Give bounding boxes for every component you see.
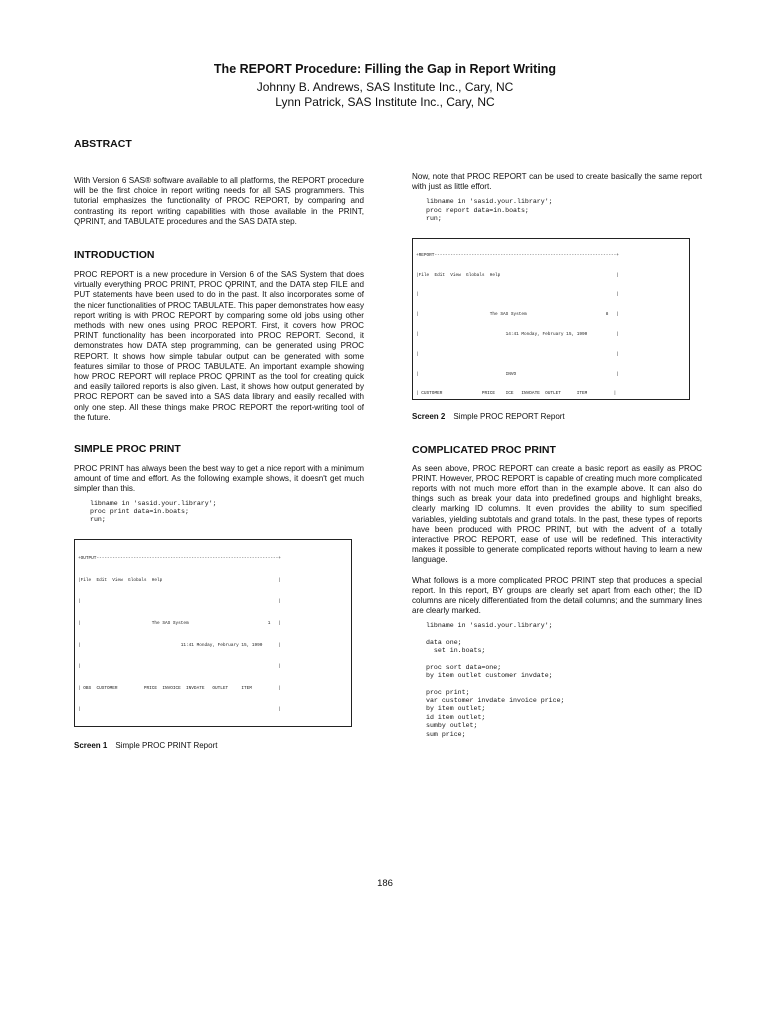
code-line: by item outlet; [426, 705, 486, 713]
author-line-2: Lynn Patrick, SAS Institute Inc., Cary, NC [275, 95, 495, 109]
screen-line: | The SAS System 1 | [78, 621, 281, 627]
screen-1-output-window [74, 539, 352, 727]
screen-line: | The SAS System 8 | [416, 312, 619, 318]
code-line: run; [90, 516, 106, 524]
left-column [74, 138, 364, 751]
screen-line: |File Edit View Globals Help | [416, 272, 619, 278]
code-line: libname in 'sasid.your.library'; [426, 622, 553, 630]
screen-line: | OBS CUSTOMER PRICE INVOICE INVDATE OUTLET ITEM | [78, 685, 281, 691]
simple-proc-print-text: PROC PRINT has always been the best way to get a nice report with a minimum amount of time and effort. As the following example shows, it doesn't get much simpler than this. [74, 464, 364, 494]
screen-line: | 14:41 Monday, February 15, 1990 | [416, 331, 619, 337]
screen-line: |File Edit View Globals Help | [78, 577, 281, 583]
introduction-heading: INTRODUCTION [74, 249, 155, 262]
screen-2-caption [412, 412, 702, 422]
caption-label: Screen 2 [412, 411, 446, 421]
report-intro-text: Now, note that PROC REPORT can be used to create basically the same report with just as little effort. [412, 172, 702, 192]
code-line: proc report data=in.boats; [426, 206, 529, 214]
code-line: sumby outlet; [426, 722, 478, 730]
code-line: var customer invdate invoice price; [426, 696, 565, 704]
paper-title: The REPORT Procedure: Filling the Gap in Report Writing [213, 62, 557, 76]
code-line: proc print; [426, 688, 470, 696]
code-line: proc sort data=one; [426, 663, 502, 671]
right-column [412, 172, 702, 739]
abstract-heading: ABSTRACT [74, 138, 132, 150]
screen-2-report-window [412, 238, 690, 400]
code-block-complicated [426, 622, 702, 738]
code-line: libname in 'sasid.your.library'; [90, 499, 217, 507]
code-block-report [426, 198, 702, 223]
screen-line: | | [416, 351, 619, 357]
page-number: 186 [377, 878, 393, 889]
complicated-text-1: As seen above, PROC REPORT can create a basic report as easily as PROC PRINT. However, PROC REPORT is capable of creating much more complicated reports with not much more effort than in the example above. It can also do things such as break your data into predefined groups and highlight breaks, clearly marking ID columns. It even provides the ability to sum specified variables, yielding subtotals and grand totals. In the past, these types of reports have been produced with PROC PRINT, but with the advent of a totally interactive PROC REPORT, ease of use will be redefined. This interactivity makes it possible to generate complicated reports without having to learn a new language. [412, 463, 702, 565]
screen-line: | 11:41 Monday, February 15, 1990 | [78, 642, 281, 648]
code-line: libname in 'sasid.your.library'; [426, 198, 553, 206]
introduction-text: PROC REPORT is a new procedure in Version 6 of the SAS System that does virtually everything PROC PRINT, PROC QPRINT, and the DATA step FILE and PUT statements have been used to do in the past. It also incorporates some of the nicer functionalities of PROC TABULATE. This paper demonstrates how easy report writing is with PROC REPORT by comparing some old jobs using other methods with new ones using PROC REPORT. First, it covers how PROC PRINT functionality has been incorporated into PROC REPORT. Second, it demonstrates how DATA step programming, can be generated using PROC REPORT. It shows how simple tabular output can be generated with some features similar to those of PROC TABULATE. An important example showing how PROC REPORT will replace PROC QPRINT as the tool for creating quick and easily tailored reports is also given. Last, it shows how output generated by PROC REPORT can be saved into a SAS data library and easily recalled with only one step. All these things make PROC REPORT the report-writing tool of the future. [74, 270, 365, 422]
abstract-text: With Version 6 SAS® software available to all platforms, the REPORT procedure will be the first choice in report writing needs for all SAS programmers. This tutorial emphasizes the functionality of PROC REPORT, by comparing and contrasting its report writing capabilities with those available in the PRINT, QPRINT, and TABULATE procedures and the SAS DATA step. [74, 176, 364, 226]
author-line-1: Johnny B. Andrews, SAS Institute Inc., Cary, NC [256, 80, 514, 94]
screen-line: | INVO | [416, 371, 619, 377]
screen-line: | | [78, 707, 281, 713]
screen-line: | | [416, 292, 619, 298]
code-line: data one; [426, 638, 462, 646]
screen-line: +OUTPUT---------------------------------------------------------------------+ [78, 556, 281, 562]
code-line: set in.boats; [426, 647, 486, 655]
complicated-proc-print-heading: COMPLICATED PROC PRINT [412, 443, 556, 456]
screen-1-caption [74, 741, 364, 751]
simple-proc-print-heading: SIMPLE PROC PRINT [74, 443, 181, 456]
code-line: run; [426, 215, 442, 223]
code-line: proc print data=in.boats; [90, 508, 189, 516]
code-line: id item outlet; [426, 713, 486, 721]
code-block-print [90, 500, 364, 525]
caption-label: Screen 1 [74, 740, 108, 750]
screen-line: | CUSTOMER PRICE ICE INVDATE OUTLET ITEM | [416, 391, 617, 397]
paper-header [0, 62, 770, 110]
caption-text: Simple PROC REPORT Report [453, 411, 565, 421]
screen-line: | | [78, 599, 281, 605]
screen-line: | | [78, 664, 281, 670]
caption-text: Simple PROC PRINT Report [115, 740, 218, 750]
screen-line: +REPORT---------------------------------------------------------------------+ [416, 252, 619, 258]
complicated-text-2: What follows is a more complicated PROC PRINT step that produces a special report. In this report, BY groups are clearly set apart from each other; the ID columns are nicely differentiated from the detail columns; and the summary lines are clearly marked. [412, 575, 702, 616]
code-line: by item outlet customer invdate; [426, 672, 553, 680]
code-line: sum price; [426, 730, 466, 738]
